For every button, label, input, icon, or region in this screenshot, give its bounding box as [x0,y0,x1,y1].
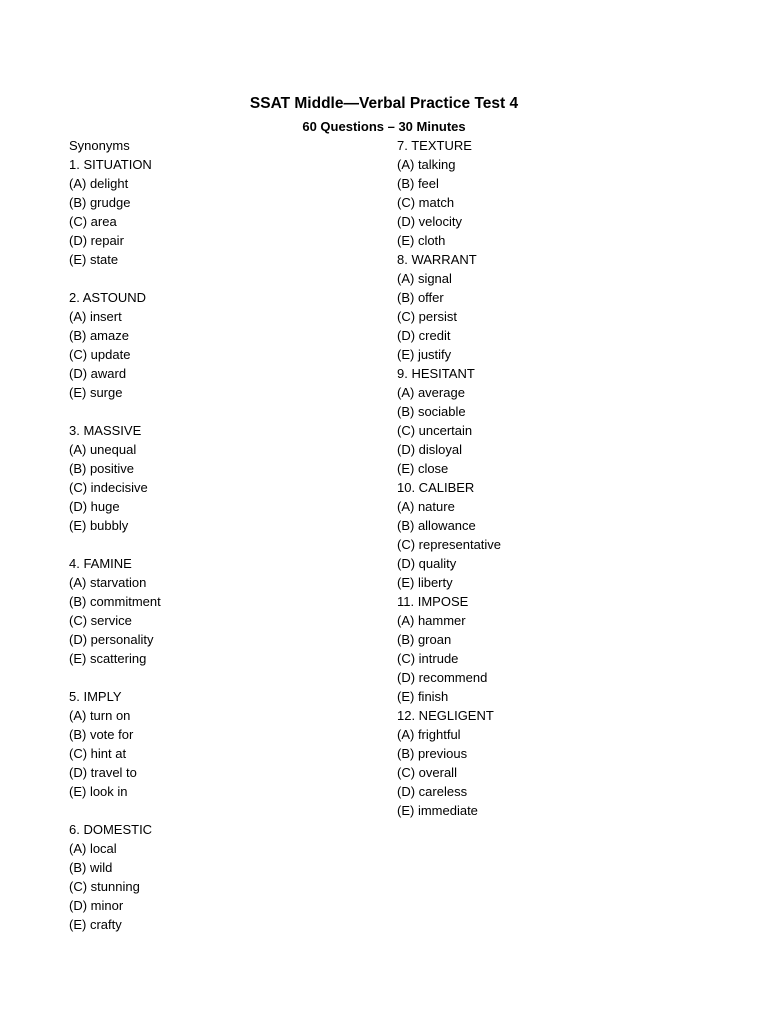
answer-choice-d: (D) minor [69,898,124,913]
answer-choice-c: (C) stunning [69,879,140,894]
question-3 [69,421,369,535]
answer-choice-d: (D) award [69,366,127,381]
page-subtitle: 60 Questions – 30 Minutes [302,119,466,134]
answer-choice-c: (C) match [397,195,455,210]
answer-choice-b: (B) grudge [69,195,131,210]
answer-choice-e: (E) finish [397,689,449,704]
question-2 [69,288,369,402]
answer-choice-d: (D) velocity [397,214,463,229]
section-label: Synonyms [69,138,130,153]
question-6 [69,820,369,934]
question-9 [397,364,697,478]
right-column [397,136,697,820]
answer-choice-e: (E) close [397,461,449,476]
answer-choice-c: (C) hint at [69,746,127,761]
answer-choice-d: (D) careless [397,784,468,799]
question-10 [397,478,697,592]
answer-choice-e: (E) justify [397,347,452,362]
answer-choice-a: (A) nature [397,499,455,514]
answer-choice-e: (E) cloth [397,233,446,248]
answer-choice-c: (C) service [69,613,132,628]
answer-choice-a: (A) local [69,841,117,856]
question-stem: 2. ASTOUND [69,290,147,305]
answer-choice-b: (B) previous [397,746,468,761]
question-stem: 12. NEGLIGENT [397,708,494,723]
answer-choice-d: (D) credit [397,328,451,343]
answer-choice-c: (C) area [69,214,117,229]
question-stem: 5. IMPLY [69,689,122,704]
answer-choice-a: (A) average [397,385,465,400]
answer-choice-e: (E) look in [69,784,128,799]
answer-choice-b: (B) wild [69,860,113,875]
answer-choice-b: (B) allowance [397,518,476,533]
answer-choice-a: (A) delight [69,176,129,191]
question-1 [69,155,369,269]
question-4 [69,554,369,668]
answer-choice-d: (D) personality [69,632,154,647]
answer-choice-e: (E) surge [69,385,123,400]
question-11 [397,592,697,706]
question-stem: 6. DOMESTIC [69,822,153,837]
answer-choice-b: (B) groan [397,632,452,647]
answer-choice-a: (A) starvation [69,575,147,590]
question-stem: 10. CALIBER [397,480,475,495]
answer-choice-b: (B) vote for [69,727,134,742]
answer-choice-c: (C) overall [397,765,457,780]
question-7 [397,136,697,250]
answer-choice-c: (C) persist [397,309,457,324]
answer-choice-c: (C) update [69,347,131,362]
answer-choice-b: (B) offer [397,290,444,305]
answer-choice-d: (D) recommend [397,670,488,685]
answer-choice-b: (B) commitment [69,594,161,609]
question-8 [397,250,697,364]
answer-choice-b: (B) positive [69,461,135,476]
answer-choice-e: (E) scattering [69,651,147,666]
answer-choice-a: (A) signal [397,271,452,286]
question-stem: 11. IMPOSE [397,594,469,609]
answer-choice-e: (E) state [69,252,119,267]
answer-choice-a: (A) insert [69,309,122,324]
left-column [69,136,369,953]
answer-choice-b: (B) amaze [69,328,129,343]
answer-choice-e: (E) immediate [397,803,478,818]
answer-choice-c: (C) uncertain [397,423,473,438]
page-title: SSAT Middle—Verbal Practice Test 4 [249,95,519,112]
question-stem: 3. MASSIVE [69,423,142,438]
answer-choice-c: (C) representative [397,537,502,552]
answer-choice-a: (A) hammer [397,613,466,628]
answer-choice-d: (D) quality [397,556,457,571]
answer-choice-c: (C) intrude [397,651,459,666]
answer-choice-d: (D) repair [69,233,124,248]
answer-choice-d: (D) huge [69,499,120,514]
question-12 [397,706,697,820]
question-stem: 4. FAMINE [69,556,132,571]
answer-choice-c: (C) indecisive [69,480,148,495]
question-stem: 7. TEXTURE [397,138,472,153]
answer-choice-a: (A) talking [397,157,456,172]
question-stem: 1. SITUATION [69,157,152,172]
answer-choice-e: (E) bubbly [69,518,129,533]
answer-choice-e: (E) liberty [397,575,453,590]
answer-choice-b: (B) sociable [397,404,466,419]
answer-choice-d: (D) disloyal [397,442,463,457]
answer-choice-d: (D) travel to [69,765,137,780]
question-5 [69,687,369,801]
answer-choice-a: (A) turn on [69,708,131,723]
question-stem: 8. WARRANT [397,252,477,267]
answer-choice-a: (A) frightful [397,727,461,742]
answer-choice-a: (A) unequal [69,442,137,457]
answer-choice-e: (E) crafty [69,917,122,932]
question-stem: 9. HESITANT [397,366,475,381]
answer-choice-b: (B) feel [397,176,439,191]
